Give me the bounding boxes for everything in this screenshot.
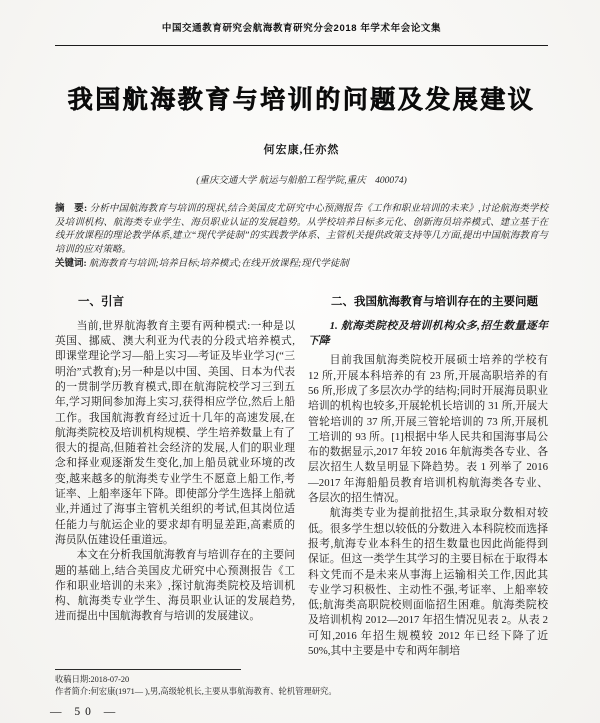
header-divider xyxy=(55,45,548,46)
abstract-label: 摘 要: xyxy=(55,204,88,214)
affiliation-line: (重庆交通大学 航运与船舶工程学院,重庆 400074) xyxy=(196,176,407,186)
footnote-block xyxy=(55,669,395,698)
page-number: — 50 — xyxy=(50,706,121,718)
paper-title: 我国航海教育与培训的问题及发展建议 xyxy=(67,86,536,114)
footnote-received-date: 收稿日期:2018-07-20 xyxy=(55,675,130,684)
abstract-block xyxy=(55,203,548,257)
two-column-body xyxy=(55,292,548,660)
keywords-label: 关键词: xyxy=(55,259,87,269)
right-column xyxy=(308,292,548,660)
proceedings-header: 中国交通教育研究会航海教育研究分会2018 年学术年会论文集 xyxy=(161,23,442,34)
section-2-paragraph-1: 目前我国航海类院校开展硕士培养的学校有 12 所,开展本科培养的有 23 所,开展高职培养的有 56 所,形成了多层次办学的结构;同时开展海员职业培训的机构也较多,开展轮机长培训的 31 所,开展大管轮培训的 37 所,开展三管轮培训的 73 所,开展机工培训的 93 所。[1]根据中华人民共和国海事局公布的数据显示,2017 年较 2016 年航海类各专业、各层次招生人数呈明显下降趋势。表 1 列举了 2016—2017 年海船船员教育培训机构航海类各专业、各层次的招生情况。 xyxy=(308,354,548,505)
section-1-paragraph-2: 本文在分析我国航海教育与培训存在的主要问题的基础上,结合美国皮尤研究中心预测报告《工作和职业培训的未来》,探讨航海类院校及培训机构、航海类专业学生、海员职业认证的发展趋势,进而提出中国航海教育与培训的发展建议。 xyxy=(55,549,295,623)
section-2-paragraph-2: 航海类专业为提前批招生,其录取分数相对较低。很多学生想以较低的分数进入本科院校而选择报考,航海专业本科生的招生数量也因此尚能得到保证。但这一类学生其学习的主要目标在于取得本科文凭而不是未来从事海上运输相关工作,因此其专业学习积极性、主动性不强,考证率、上船率较低;航海类高职院校则面临招生困难。航海类院校及培训机构 2012—2017 年招生情况见表 2。从表 2 可知,2016 年招生规模较 2012 年已经下降了近 50%,其中主要是中专和两年制培 xyxy=(308,507,548,658)
section-2-heading: 二、我国航海教育与培训存在的主要问题 xyxy=(331,295,538,308)
keywords-block xyxy=(55,258,548,272)
section-2-subheading-1: 1. 航海类院校及培训机构众多,招生数量逐年下降 xyxy=(308,319,548,348)
left-column xyxy=(55,292,295,660)
section-1-heading: 一、引言 xyxy=(78,295,124,308)
abstract-text: 分析中国航海教育与培训的现状,结合美国皮尤研究中心预测报告《工作和职业培训的未来》,讨论航海类学校及培训机构、航海类专业学生、海员职业认证的发展趋势。从学校培养目标多元化、创新海员培养模式、建立基于在线开放课程的理论教学体系,建立“现代学徒制”的实践教学体系、主管机关提供政策支持等几方面,提出中国航海教育与培训的应对策略。 xyxy=(55,204,548,255)
keywords-text: 航海教育与培训;培养目标;培养模式;在线开放课程;现代学徒制 xyxy=(89,259,349,269)
authors-line: 何宏康,任亦然 xyxy=(263,144,340,156)
section-1-paragraph-1: 当前,世界航海教育主要有两种模式:一种是以英国、挪威、澳大利亚为代表的分段式培养模式,即课堂理论学习—船上实习—考证及毕业学习(“三明治”式教育);另一种是以中国、美国、日本为代表的一贯制学历教育模式,即在航海院校学习三到五年,学习期间参加海上实习,获得相应学位,然后上船工作。我国航海教育经过近十几年的高速发展,在航海类院校及培训机构规模、学生培养数量上有了很大的提高,但随着社会经济的发展,人们的职业理念和择业观逐渐发生变化,加上船员就业环境的改变,越来越多的航海类专业学生不愿意上船工作,考证率、上船率逐年下降。即使部分学生选择上船就业,并通过了海事主管机关组织的考试,但其岗位适任能力与航运企业的要求却有明显差距,高素质的海员队伍建设任重道远。 xyxy=(55,319,295,546)
footnote-author-bio: 作者简介:何宏康(1971— ),男,高级轮机长,主要从事航海教育、轮机管理研究。 xyxy=(55,687,337,696)
footnote-divider xyxy=(55,669,241,670)
